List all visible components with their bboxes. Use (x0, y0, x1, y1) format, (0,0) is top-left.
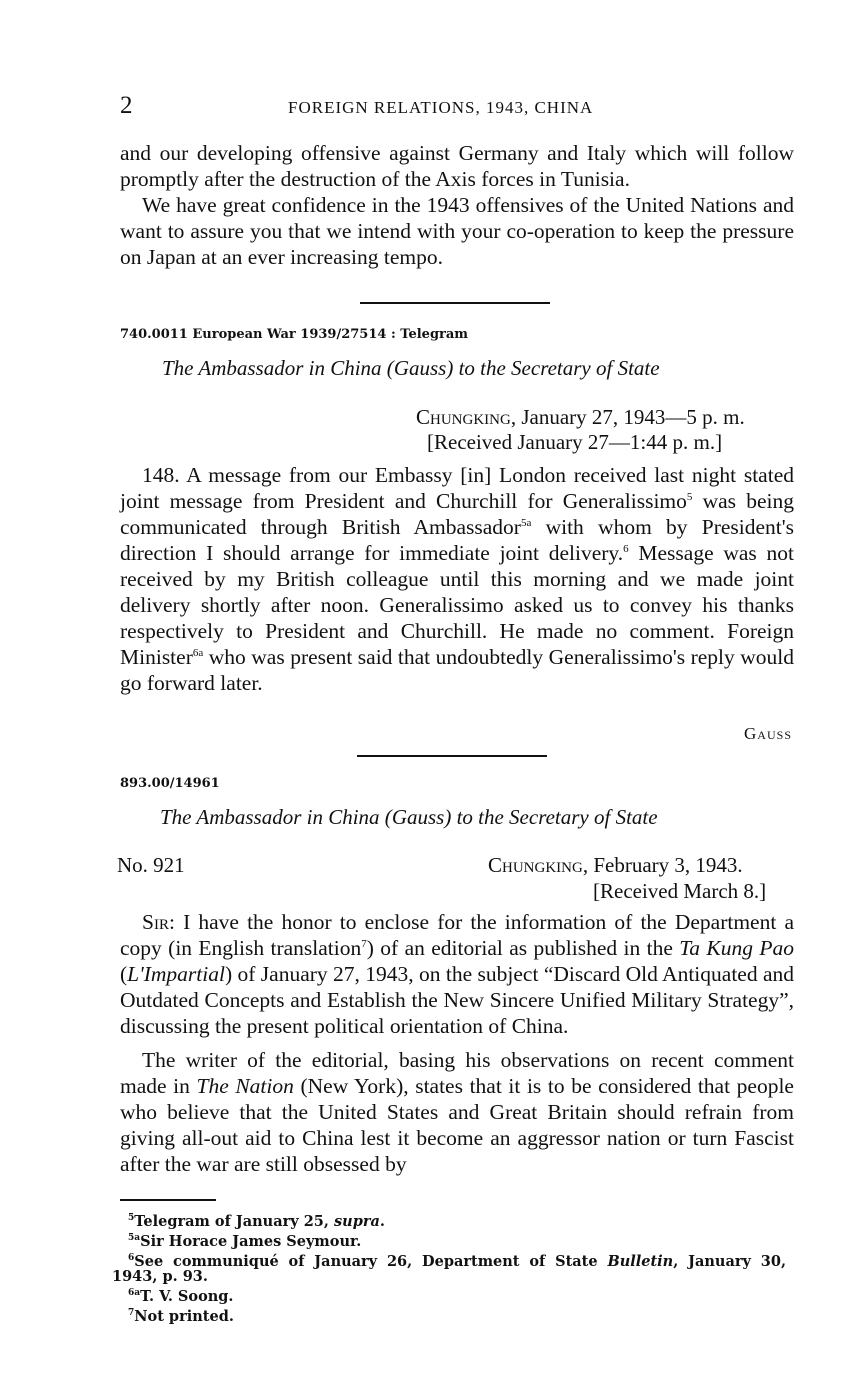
doc2-place: Chungking (488, 853, 583, 877)
doc1-received: [Received January 27—1:44 p. m.] (427, 430, 723, 454)
continuation-paragraph-2: We have great confidence in the 1943 offensives of the United Nations and want to assure you that we intend with your co-operation to keep the pressure on Japan at an ever increasing tempo. (120, 193, 794, 269)
doc1-heading (162, 356, 660, 381)
doc2-heading-suffix: ) to the Secretary of State (444, 805, 658, 829)
doc1-body (120, 462, 794, 696)
doc1-heading-prefix: The Ambassador in China ( (162, 356, 394, 380)
running-title: FOREIGN RELATIONS, 1943, CHINA (288, 98, 594, 117)
newspaper-alt-title: L'Impartial (127, 962, 225, 986)
footnote-tail: . (379, 1212, 385, 1230)
doc1-body-text-5: who was present said that undoubtedly Generalissimo's reply would go forward later. (120, 645, 794, 695)
doc2-date: , February 3, 1943. (582, 853, 743, 877)
footnote-ref-6a: 6a (192, 646, 204, 659)
doc2-number: No. 921 (117, 853, 185, 877)
footnote (112, 1210, 786, 1230)
continuation-paragraph-1: and our developing offensive against Germany and Italy which will follow promptly after the destruction of the Axis forces in Tunisia. (120, 141, 794, 191)
doc2-paragraph-2 (120, 1047, 794, 1177)
doc2-p2-text-2: (New York), states that it is to be considered that people who believe that the United States and Great Britain should refrain from giving all-out aid to China lest it become an aggressor nation or turn Fascist after the war are still obsessed by (120, 1074, 794, 1176)
footnote (112, 1250, 786, 1286)
doc1-place: Chungking (416, 405, 511, 429)
footnote (112, 1305, 786, 1325)
doc1-dateline (416, 405, 745, 430)
doc2-received: [Received March 8.] (593, 879, 767, 903)
doc2-heading (160, 805, 658, 830)
footnote-text: Sir Horace James Seymour. (140, 1232, 362, 1250)
page-header (120, 92, 800, 122)
salutation: Sir (142, 910, 169, 934)
doc2-p1-text-3: ( (120, 962, 128, 986)
footnote (112, 1230, 786, 1250)
page-number: 2 (120, 92, 133, 119)
footnote-mark: 5 (128, 1213, 135, 1223)
footnote-emphasis: supra (334, 1212, 380, 1230)
footnote-text: T. V. Soong. (140, 1288, 234, 1306)
doc2-body (120, 909, 794, 1177)
doc1-date: , January 27, 1943—5 p. m. (510, 405, 745, 429)
footnote-tail: , January 30, 1943, p. 93. (112, 1252, 786, 1286)
doc2-paragraph-1 (120, 909, 794, 1039)
section-divider (357, 755, 547, 757)
doc2-p2-text-1: The writer of the editorial, basing his observations on recent comment made in (120, 1048, 794, 1098)
doc1-file-reference: 740.0011 European War 1939/27514 : Telegram (120, 327, 469, 342)
doc2-file-reference: 893.00/14961 (120, 776, 220, 791)
footnote-text: See communiqué of January 26, Department of State (134, 1252, 608, 1270)
doc2-heading-prefix: The Ambassador in China ( (160, 805, 392, 829)
footnote-mark: 7 (128, 1308, 135, 1319)
footnote-ref-5: 5 (686, 490, 693, 503)
doc1-body-text-3: with whom by President's direction I should arrange for immediate joint delivery. (120, 515, 795, 565)
doc1-body-text-4: Message was not received by my British colleague until this morning and we made joint delivery shortly after noon. Generalissimo asked us to convey his thanks respectively to President and Churchill. He made no comment. Foreign Minister (120, 541, 794, 669)
continuation-text (120, 140, 794, 270)
footnote-emphasis: Bulletin (607, 1252, 674, 1270)
footnote-text: Telegram of January 25, (134, 1212, 334, 1230)
doc1-body-text-1: 148. A message from our Embassy [in] London received last night stated joint message from President and Churchill for Generalissimo (120, 463, 794, 513)
doc1-signature: Gauss (744, 724, 792, 743)
doc1-heading-name: Gauss (393, 356, 447, 380)
newspaper-title: Ta Kung Pao (679, 936, 794, 960)
footnotes (112, 1210, 786, 1325)
footnote-ref-6: 6 (623, 542, 629, 555)
footnote-ref-7: 7 (361, 937, 367, 950)
doc1-heading-suffix: ) to the Secretary of State (446, 356, 660, 380)
section-divider (360, 302, 550, 304)
doc2-heading-name: Gauss (391, 805, 445, 829)
doc2-p1-text-2: ) of an editorial as published in the (366, 936, 680, 960)
footnote-mark: 5a (128, 1232, 141, 1243)
footnote-text: Not printed. (134, 1308, 234, 1326)
footnote (112, 1285, 786, 1305)
footnote-mark: 6 (128, 1252, 135, 1263)
footnote-mark: 6a (128, 1288, 141, 1299)
footnote-ref-5a: 5a (520, 516, 532, 529)
doc2-p1-text-1: : I have the honor to enclose for the information of the Department a copy (in English translation (120, 910, 794, 960)
doc2-dateline (488, 853, 743, 878)
magazine-title: The Nation (196, 1074, 294, 1098)
doc2-p1-text-4: ) of January 27, 1943, on the subject “Discard Old Antiquated and Outdated Concepts and Establish the New Sincere Unified Military Strategy”, discussing the present political orientation of China. (120, 962, 794, 1038)
doc1-body-text-2: was being communicated through British Ambassador (120, 489, 794, 539)
footnote-rule (120, 1199, 216, 1201)
